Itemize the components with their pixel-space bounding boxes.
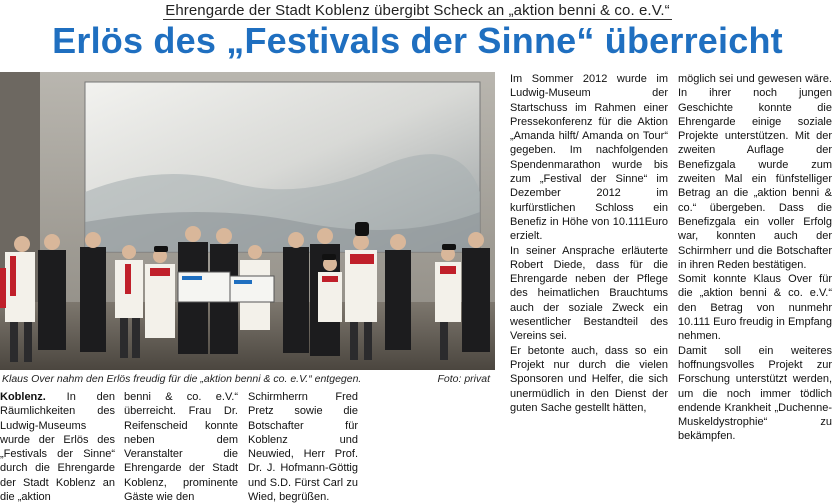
column-1-text: In den Räumlichkeiten des Ludwig-Museums wurde der Erlös des „Festivals der Sinne“ durch die Ehrengarde der Stadt Koblenz an die „aktion (0, 391, 115, 504)
headline: Erlös des „Festivals der Sinne“ überreicht (52, 20, 783, 61)
cheque-2 (230, 276, 274, 302)
kicker-line (0, 2, 835, 19)
article-column-5 (678, 72, 832, 444)
caption-text: Klaus Over nahm den Erlös freudig für die „aktion benni & co. e.V.“ entgegen. (2, 373, 362, 385)
group-photo-illustration (0, 72, 495, 370)
column-4-paragraph-1: Im Sommer 2012 wurde im Ludwig-Museum der Startschuss im Rahmen einer Pressekonferenz für die Aktion „Amanda hilft/ Amanda on Tour“ gegeben. Im nachfolgenden Spendenmarathon wurde bis zum „Festival der Sinne“ im Dezember 2012 im kurfürstlichen Schloss ein Benefiz in Höhe von 10.111Euro erzielt. (510, 73, 668, 243)
article-column-1 (0, 390, 115, 504)
dateline: Koblenz. (0, 391, 46, 403)
column-3-text: Schirmherrn Fred Pretz sowie die Botschafter für Koblenz und Neuwied, Herr Prof. Dr. J. Hofmann-Göttig und S.D. Fürst Carl zu Wied, begrüßen. (248, 391, 358, 504)
column-4-paragraph-3: Er betonte auch, dass so ein Projekt nur durch die vielen Sponsoren und Helfer, die sich unermüdlich in den Dienst der guten Sache gestellt hätten, (510, 344, 668, 414)
column-5-paragraph-3: Damit soll ein weiteres hoffnungsvolles Projekt zur Forschung unterstützt werden, um die noch immer tödlich endende Krankheit „Duchenne-Muskeldystrophie“ zu bekämpfen. (678, 344, 832, 443)
column-2-text: benni & co. e.V.“ überreicht. Frau Dr. Reifenscheid konnte neben dem Veranstalter die Ehrengarde der Stadt Koblenz, prominente Gäste wie den (124, 391, 238, 504)
column-5-paragraph-1: möglich sei und gewesen wäre. In ihrer noch jungen Geschichte konnte die Ehrengarde einige soziale Projekte unterstützen. Mit der zweiten Auflage der Benefizgala wurde zum zweiten Mal ein fünfstelliger Betrag an die „aktion benni & co.“ übergeben. Dass die Benefizgala ein voller Erfolg war, konnten auch der Schirmherr und die Botschafter in ihren Reden bestätigen. (678, 73, 832, 271)
kicker-text: Ehrengarde der Stadt Koblenz übergibt Scheck an „aktion benni & co. e.V.“ (165, 2, 670, 19)
article-column-4 (510, 72, 668, 415)
group-photo (0, 72, 495, 370)
column-5-paragraph-2: Somit konnte Klaus Over für die „aktion benni & co. e.V.“ den Betrag von nunmehr 10.111 Euro freudig in Empfang nehmen. (678, 273, 832, 343)
photo-credit: Foto: privat (437, 373, 490, 385)
article-column-2 (124, 390, 238, 504)
photo-caption (2, 373, 494, 387)
column-4-paragraph-2: In seiner Ansprache erläuterte Robert Diede, dass für die Ehrengarde neben der Pflege des heimatlichen Brauchtums auch der soziale Zweck ein wesentlicher Bestandteil des Vereins sei. (510, 244, 668, 343)
article-column-3 (248, 390, 358, 504)
